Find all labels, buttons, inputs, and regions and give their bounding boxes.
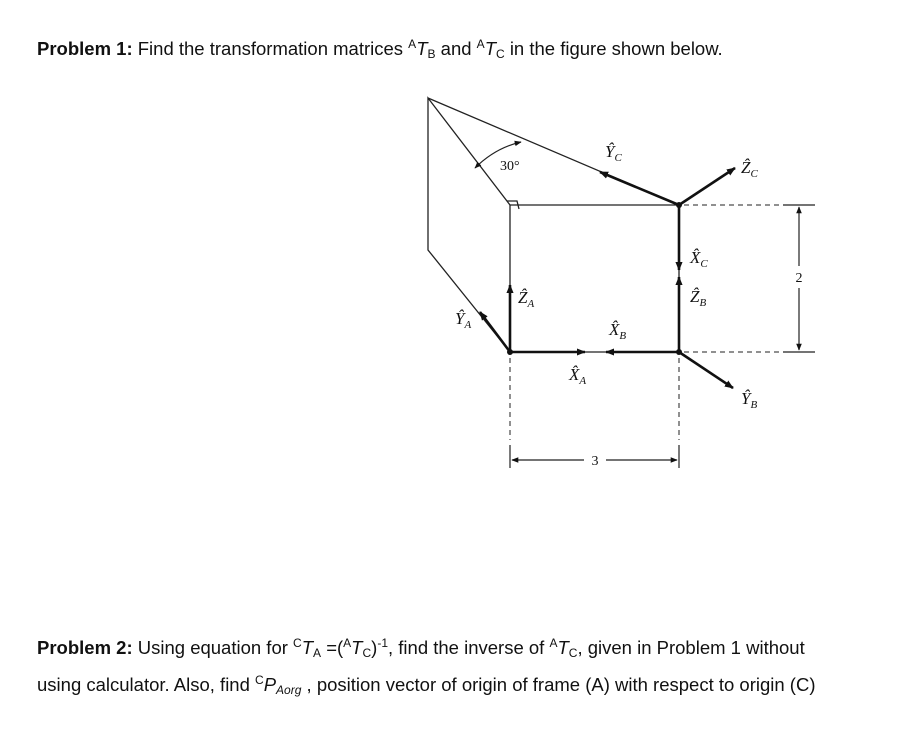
and-word: and — [440, 38, 472, 59]
symbol-t: T — [484, 38, 496, 59]
symbol-t: T — [301, 637, 314, 658]
label-za: Ẑ$_A$ — [518, 288, 535, 310]
axis-yb-arrow — [679, 352, 733, 388]
origin-a — [507, 349, 513, 355]
problem-1-heading: Problem 1: — [37, 38, 133, 59]
frame-axes — [480, 168, 735, 388]
symbol-t: T — [351, 637, 363, 658]
problem-1-text-before: Find the transformation matrices — [137, 38, 404, 59]
dimension-label-vertical: 2 — [795, 271, 803, 286]
superscript-a: A — [408, 37, 417, 51]
equals-paren: =( — [326, 637, 344, 658]
problem-1-text-after: in the figure shown below. — [509, 38, 723, 59]
subscript-a: A — [313, 646, 322, 660]
symbol-t: T — [557, 637, 569, 658]
symbol-p: P — [263, 674, 277, 695]
superscript-a: A — [343, 636, 352, 650]
axis-ya-arrow — [480, 312, 510, 352]
subscript-c: C — [362, 646, 372, 660]
problem-2-text-4: , position vector of origin of frame (A) with respect to origin (C) — [306, 674, 816, 695]
label-xc: $X̂_C$ — [690, 248, 708, 270]
dimension-lines — [510, 205, 815, 468]
origin-b — [676, 349, 682, 355]
problem-2-heading: Problem 2: — [37, 637, 133, 658]
axis-yc-arrow — [600, 172, 679, 205]
angle-label: 30° — [500, 159, 520, 174]
superscript-c: C — [293, 636, 302, 650]
label-yb: $Ŷ_B$ — [741, 389, 758, 411]
dimension-label-horizontal: 3 — [591, 454, 599, 469]
subscript-aorg: Aorg — [276, 683, 302, 697]
label-xb: $X̂_B$ — [609, 320, 627, 342]
problem-2-statement — [37, 630, 837, 704]
superscript-c: C — [255, 673, 264, 687]
wedge-outline — [428, 98, 679, 352]
problem-2-text-3: , given in Problem 1 without using calculator. Also, find — [37, 637, 805, 695]
problem-2-text-2: , find the inverse of — [388, 637, 545, 658]
superscript-a: A — [476, 37, 485, 51]
inverse-exponent: -1 — [377, 636, 388, 650]
symbol-t: T — [416, 38, 428, 59]
origin-c — [676, 202, 682, 208]
label-zc: Ẑ$_C$ — [741, 158, 758, 180]
problem-2-text-1: Using equation for — [137, 637, 288, 658]
subscript-c: C — [568, 646, 578, 660]
subscript-c: C — [496, 47, 505, 61]
subscript-b: B — [427, 47, 436, 61]
label-zb: Ẑ$_B$ — [690, 287, 707, 309]
axis-zc-arrow — [679, 168, 735, 205]
superscript-a: A — [549, 636, 558, 650]
label-yc: $Ŷ_C$ — [605, 142, 622, 164]
label-xa: $X̂_A$ — [569, 365, 587, 387]
label-ya: $Ŷ_A$ — [455, 309, 472, 331]
close-paren: ) — [371, 637, 378, 658]
